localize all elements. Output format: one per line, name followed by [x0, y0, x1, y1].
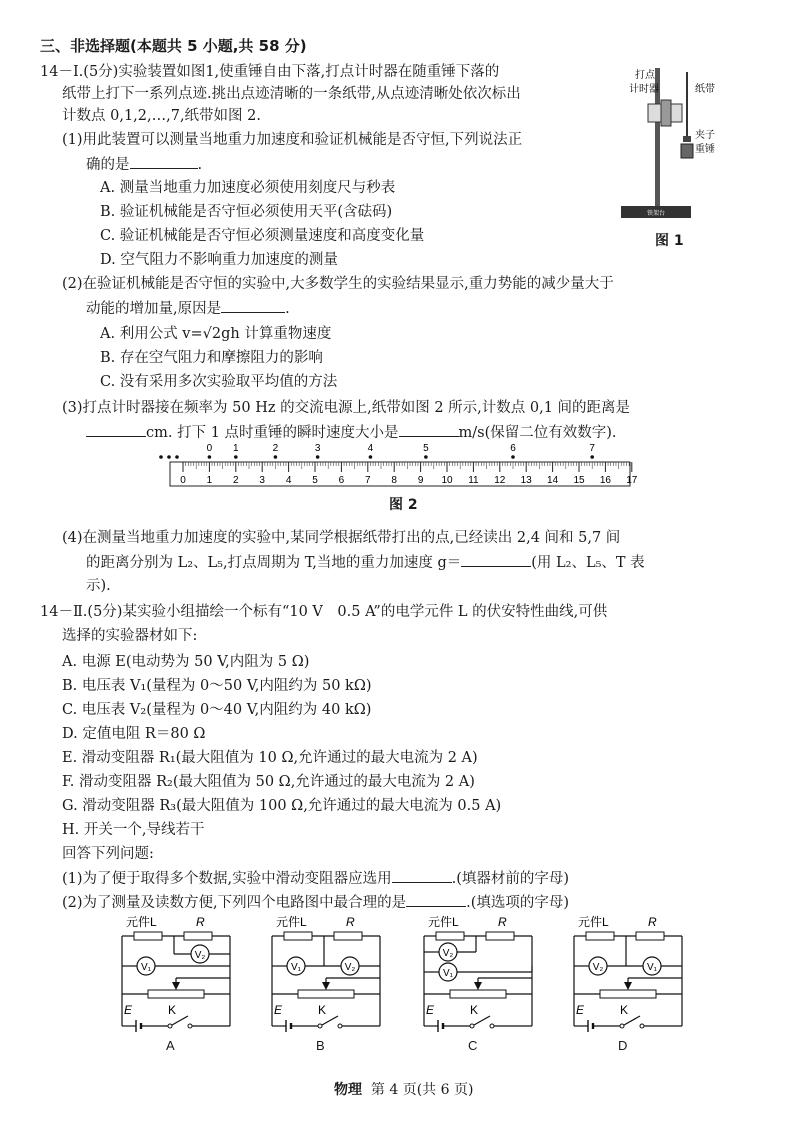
- q14b-intro-line2: 选择的实验器材如下:: [62, 628, 198, 644]
- q14a-p1-end: .: [197, 157, 203, 173]
- equip-d: D. 定值电阻 R＝80 Ω: [62, 726, 206, 742]
- q14a-p2-line1: (2)在验证机械能是否守恒的实验中,大多数学生的实验结果显示,重力势能的减少量大于: [62, 276, 614, 292]
- element-label: 元件L: [578, 915, 609, 929]
- circuit-letter: C: [468, 1038, 478, 1053]
- page-footer: [334, 1080, 473, 1100]
- q14a-p3-blank-distance[interactable]: [86, 422, 146, 437]
- meter-1-label: V₂: [442, 948, 454, 959]
- rheostat-slider: [474, 982, 482, 990]
- switch-blade: [172, 1016, 188, 1025]
- resistor-symbol: [486, 932, 514, 940]
- q14a-p2-text: 动能的增加量,原因是: [86, 301, 222, 317]
- ruler-cm-label: 14: [547, 475, 559, 486]
- switch-label: K: [470, 1003, 479, 1017]
- count-point-label: 4: [367, 443, 374, 454]
- count-point-label: 3: [314, 443, 321, 454]
- element-label: 元件L: [126, 915, 157, 929]
- meter-1-label: V₂: [592, 962, 604, 973]
- element-symbol: [436, 932, 464, 940]
- ruler-cm-label: 7: [365, 475, 371, 486]
- ruler-cm-label: 1: [206, 475, 213, 486]
- q14a-p3-blank-velocity[interactable]: [399, 422, 459, 437]
- circuit-a[interactable]: [118, 910, 248, 1060]
- circuit-letter: B: [316, 1038, 325, 1053]
- switch-label: K: [168, 1003, 177, 1017]
- q14a-p1-option-b: B. 验证机械能是否守恒必须使用天平(含砝码): [100, 204, 393, 220]
- ruler-cm-label: 12: [494, 475, 506, 486]
- q14a-p1-option-d: D. 空气阻力不影响重力加速度的测量: [100, 252, 338, 268]
- q14a-p1-line2: [86, 154, 202, 175]
- q14a-p4-text: 的距离分别为 L₂、L₅,打点周期为 T,当地的重力加速度 g＝: [86, 555, 462, 571]
- section-title: 三、非选择题(本题共 5 小题,共 58 分): [40, 37, 307, 55]
- equip-f: F. 滑动变阻器 R₂(最大阻值为 50 Ω,允许通过的最大电流为 2 A): [62, 774, 475, 790]
- switch-contact: [470, 1024, 474, 1028]
- q14a-p4-line1: (4)在测量当地重力加速度的实验中,某同学根据纸带打出的点,已经读出 2,4 间和 5,7 间: [62, 530, 621, 546]
- source-label: E: [576, 1003, 585, 1017]
- circuit-b[interactable]: [268, 910, 398, 1060]
- q14a-intro-line3: 计数点 0,1,2,…,7,纸带如图 2.: [62, 108, 261, 124]
- q14a-p3-end: m/s(保留二位有效数字).: [458, 425, 617, 441]
- switch-contact: [640, 1024, 644, 1028]
- count-point-label: 0: [206, 443, 213, 454]
- element-symbol: [134, 932, 162, 940]
- resistor-label: R: [346, 915, 355, 929]
- q14b-p2-text: (2)为了测量及读数方便,下列四个电路图中最合理的是: [62, 895, 407, 911]
- q14a-p2-answer-blank[interactable]: [221, 298, 285, 313]
- label-timer-1: 打点: [635, 70, 655, 81]
- meter-2-label: V₁: [442, 968, 454, 979]
- ruler-cm-label: 2: [233, 475, 239, 486]
- element-label: 元件L: [276, 915, 307, 929]
- rheostat-slider: [624, 982, 632, 990]
- q14a-p3-line2: [86, 422, 617, 443]
- circuit-diagram: [420, 910, 550, 1040]
- rheostat-symbol: [600, 990, 656, 998]
- count-point-dot: [511, 455, 515, 459]
- q14a-p2-end: .: [285, 301, 290, 317]
- q14b-p1-text: (1)为了便于取得多个数据,实验中滑动变阻器应选用: [62, 871, 392, 887]
- ruler-cm-label: 13: [520, 475, 532, 486]
- circuit-letter: A: [166, 1038, 175, 1053]
- ruler-cm-label: 3: [259, 475, 265, 486]
- q14a-p1-option-c: C. 验证机械能是否守恒必须测量速度和高度变化量: [100, 228, 425, 244]
- equip-c: C. 电压表 V₂(量程为 0～40 V,内阻约为 40 kΩ): [62, 702, 372, 718]
- ruler-cm-label: 0: [180, 475, 186, 486]
- clip: [683, 136, 691, 142]
- label-weight: 重锤: [695, 144, 715, 155]
- ruler-cm-label: 9: [417, 475, 424, 486]
- q14a-p4-line3: 示).: [86, 578, 111, 594]
- q14a-p1-option-a: A. 测量当地重力加速度必须使用刻度尺与秒表: [100, 180, 396, 196]
- q14a-p1-text: 确的是: [86, 157, 130, 173]
- footer-subject: 物理: [334, 1082, 362, 1098]
- count-point-dot: [316, 455, 320, 459]
- q14a-p1-line1: (1)用此装置可以测量当地重力加速度和验证机械能是否守恒,下列说法正: [62, 132, 523, 148]
- figure-2-caption: 图 2: [389, 497, 418, 513]
- rheostat-slider: [172, 982, 180, 990]
- resistor-symbol: [636, 932, 664, 940]
- q14b-intro-line1: 14－Ⅱ.(5分)某实验小组描绘一个标有“10 V 0.5 A”的电学元件 L 的伏安特性曲线,可供: [40, 604, 608, 620]
- ruler-cm-label: 16: [599, 475, 611, 486]
- weight: [681, 144, 693, 158]
- equip-h: H. 开关一个,导线若干: [62, 822, 205, 838]
- circuit-d[interactable]: [570, 910, 700, 1060]
- circuit-c[interactable]: [420, 910, 550, 1060]
- ruler-cm-label: 15: [573, 475, 585, 486]
- figure-1: [615, 60, 715, 250]
- q14a-p4-text-end: (用 L₂、L₅、T 表: [531, 555, 645, 571]
- count-point-dot: [208, 455, 212, 459]
- answer-prompt: 回答下列问题:: [62, 846, 154, 862]
- source-label: E: [274, 1003, 283, 1017]
- count-point-label: 5: [423, 443, 429, 454]
- ruler-cm-label: 4: [285, 475, 292, 486]
- switch-blade: [474, 1016, 490, 1025]
- count-point-label: 2: [272, 443, 279, 454]
- q14a-p3-mid: cm. 打下 1 点时重锤的瞬时速度大小是: [146, 425, 399, 441]
- equip-e: E. 滑动变阻器 R₁(最大阻值为 10 Ω,允许通过的最大电流为 2 A): [62, 750, 478, 766]
- q14a-intro-line1: 14－Ⅰ.(5分)实验装置如图1,使重锤自由下落,打点计时器在随重锤下落的: [40, 64, 500, 80]
- q14a-p2-option-b: B. 存在空气阻力和摩擦阻力的影响: [100, 350, 323, 366]
- switch-label: K: [620, 1003, 629, 1017]
- label-tape: 纸带: [695, 84, 715, 95]
- count-point-dot: [424, 455, 428, 459]
- q14b-p1-answer-blank[interactable]: [392, 868, 452, 883]
- ruler-cm-label: 8: [391, 475, 397, 486]
- circuit-letter: D: [618, 1038, 628, 1053]
- timer-clamp: [661, 100, 671, 126]
- switch-blade: [322, 1016, 338, 1025]
- q14a-p2-option-c: C. 没有采用多次实验取平均值的方法: [100, 374, 338, 390]
- q14a-intro-line2: 纸带上打下一系列点迹.挑出点迹清晰的一条纸带,从点迹清晰处依次标出: [62, 86, 521, 102]
- label-clip: 夹子: [695, 130, 715, 141]
- base-label: 铁架台: [646, 211, 666, 217]
- rheostat-symbol: [148, 990, 204, 998]
- switch-contact: [490, 1024, 494, 1028]
- switch-contact: [338, 1024, 342, 1028]
- q14a-p2-line2: [86, 298, 290, 319]
- ruler-cm-label: 10: [441, 475, 453, 486]
- count-point-label: 1: [233, 443, 239, 454]
- tape-dot: [175, 455, 179, 459]
- ruler-body: [170, 462, 630, 486]
- element-symbol: [284, 932, 312, 940]
- ruler-cm-label: 17: [626, 475, 638, 486]
- switch-label: K: [318, 1003, 327, 1017]
- element-symbol: [586, 932, 614, 940]
- rheostat-slider: [322, 982, 330, 990]
- ruler-cm-label: 5: [312, 475, 318, 486]
- count-point-label: 7: [589, 443, 595, 454]
- resistor-symbol: [184, 932, 212, 940]
- source-label: E: [124, 1003, 133, 1017]
- equip-b: B. 电压表 V₁(量程为 0～50 V,内阻约为 50 kΩ): [62, 678, 372, 694]
- circuit-diagram: [570, 910, 700, 1040]
- circuit-diagram: [268, 910, 398, 1040]
- meter-2-label: V₂: [194, 950, 206, 961]
- q14b-p2-end: .(填选项的字母): [466, 895, 570, 911]
- meter-2-label: V₁: [646, 962, 658, 973]
- ruler-cm-label: 11: [468, 475, 479, 486]
- q14a-p4-answer-blank[interactable]: [461, 552, 531, 567]
- label-timer-2: 计时器: [629, 84, 659, 95]
- apparatus-diagram: [615, 60, 715, 250]
- meter-2-label: V₂: [344, 962, 356, 973]
- tape-dot: [159, 455, 163, 459]
- resistor-label: R: [196, 915, 205, 929]
- q14b-p2-answer-blank[interactable]: [406, 892, 466, 907]
- count-point-dot: [234, 455, 238, 459]
- figure-1-caption: 图 1: [655, 233, 684, 249]
- q14b-p1-end: .(填器材前的字母): [451, 871, 570, 887]
- resistor-label: R: [648, 915, 657, 929]
- count-point-dot: [590, 455, 594, 459]
- circuit-diagram: [118, 910, 248, 1040]
- meter-1-label: V₁: [140, 962, 152, 973]
- switch-contact: [168, 1024, 172, 1028]
- q14a-p1-answer-blank[interactable]: [130, 154, 198, 169]
- switch-contact: [188, 1024, 192, 1028]
- switch-contact: [318, 1024, 322, 1028]
- tape-ruler-diagram: [165, 442, 638, 488]
- ruler-cm-label: 6: [338, 475, 345, 486]
- resistor-label: R: [498, 915, 507, 929]
- count-point-dot: [274, 455, 278, 459]
- element-label: 元件L: [428, 915, 459, 929]
- meter-1-label: V₁: [290, 962, 302, 973]
- q14b-p1: [62, 868, 569, 889]
- footer-page: 第 4 页(共 6 页): [370, 1082, 474, 1098]
- count-point-label: 6: [510, 443, 516, 454]
- q14a-p4-line2: [86, 552, 645, 573]
- rheostat-symbol: [298, 990, 354, 998]
- source-label: E: [426, 1003, 435, 1017]
- switch-contact: [620, 1024, 624, 1028]
- count-point-dot: [369, 455, 373, 459]
- switch-blade: [624, 1016, 640, 1025]
- tape-dot: [167, 455, 171, 459]
- equip-a: A. 电源 E(电动势为 50 V,内阻为 5 Ω): [62, 654, 310, 670]
- figure-2: [165, 442, 638, 513]
- q14a-p2-option-a: A. 利用公式 v=√2gh 计算重物速度: [100, 326, 332, 342]
- resistor-symbol: [334, 932, 362, 940]
- rheostat-symbol: [450, 990, 506, 998]
- equip-g: G. 滑动变阻器 R₃(最大阻值为 100 Ω,允许通过的最大电流为 0.5 A): [62, 798, 502, 814]
- q14a-p3-line1: (3)打点计时器接在频率为 50 Hz 的交流电源上,纸带如图 2 所示,计数点 0,1 间的距离是: [62, 400, 631, 416]
